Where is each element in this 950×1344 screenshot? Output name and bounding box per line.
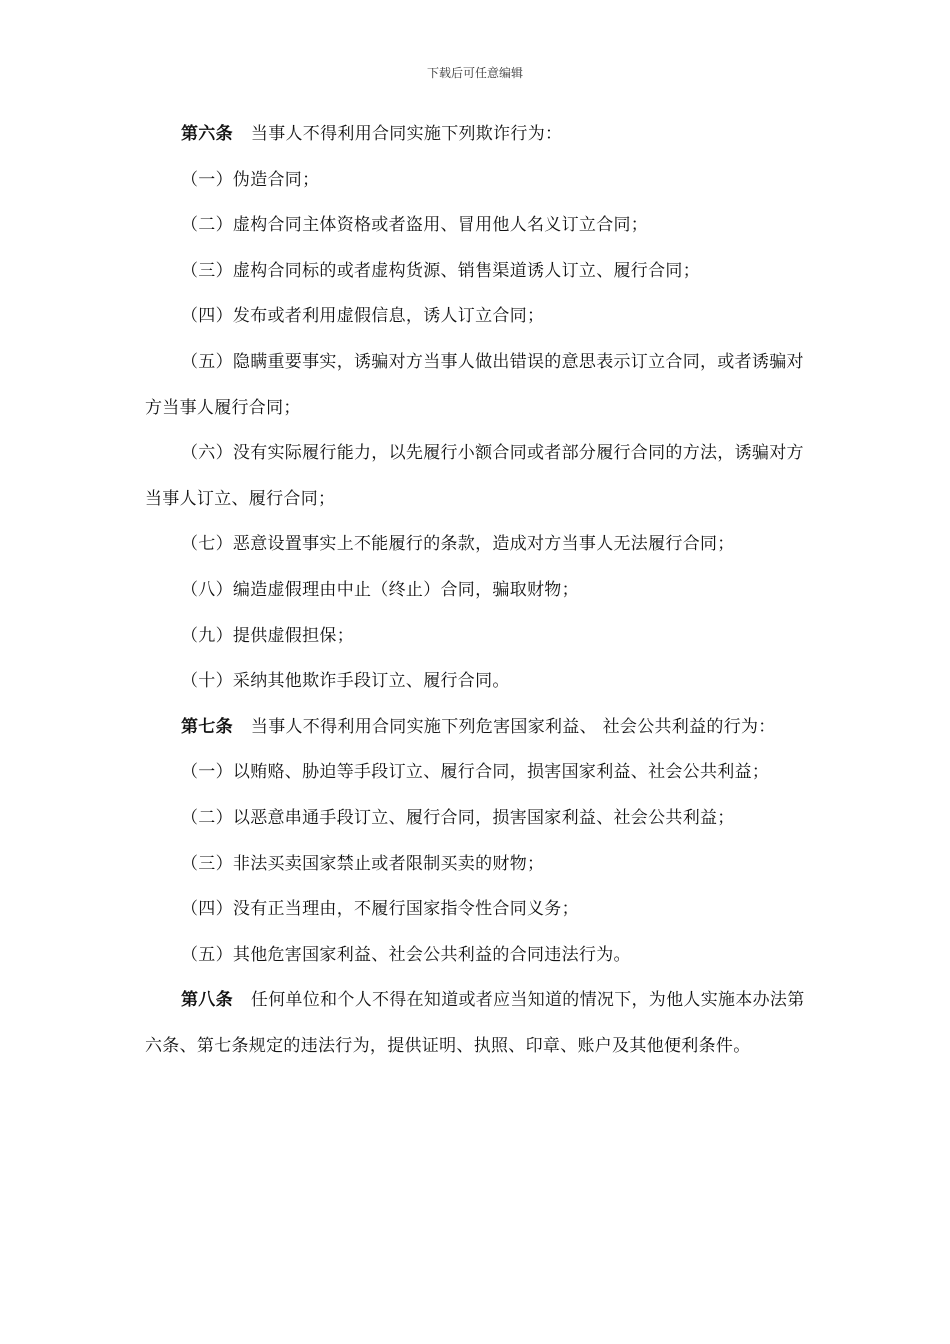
article-7-intro-text: 当事人不得利用合同实施下列危害国家利益、 社会公共利益的行为： [250,716,776,737]
article-7-intro [145,705,805,751]
article-6-intro-text: 当事人不得利用合同实施下列欺诈行为： [250,124,563,144]
article-6-item-3: （三）虚构合同标的或者虚构货源、销售渠道诱人订立、履行合同； [181,260,700,281]
article-7-item-2: （二）以恶意串通手段订立、履行合同，损害国家利益、社会公共利益； [181,807,735,828]
article-6-item-8: （八）编造虚假理由中止（终止）合同，骗取财物； [181,579,579,600]
article-8-number: 第八条 [181,990,233,1011]
article-6-item-1: （一）伪造合同； [181,169,320,190]
document-body [145,112,805,1069]
article-6-number: 第六条 [181,124,233,144]
article-6-item-9: （九）提供虚假担保； [181,625,354,646]
article-6-item-2: （二）虚构合同主体资格或者盗用、冒用他人名义订立合同； [181,215,649,236]
article-6-item-4: （四）发布或者利用虚假信息，诱人订立合同； [181,306,545,327]
article-7-number: 第七条 [181,716,233,737]
article-7-item-5: （五）其他危害国家利益、社会公共利益的合同违法行为。 [181,944,631,965]
article-7-item-4: （四）没有正当理由，不履行国家指令性合同义务； [181,899,579,920]
article-6-intro [145,112,805,158]
article-8-text: 任何单位和个人不得在知道或者应当知道的情况下，为他人实施本办法第六条、第七条规定的违法行为，提供证明、执照、印章、账户及其他便利条件。 [145,990,805,1056]
article-8 [145,978,805,1069]
article-6-item-10: （十）采纳其他欺诈手段订立、履行合同。 [181,671,510,692]
page-header-note: 下载后可任意编辑 [426,66,523,80]
article-7-item-3: （三）非法买卖国家禁止或者限制买卖的财物； [181,853,545,874]
article-6-item-6: （六）没有实际履行能力，以先履行小额合同或者部分履行合同的方法，诱骗对方当事人订立、履行合同； [145,443,804,509]
article-6-item-7: （七）恶意设置事实上不能履行的条款，造成对方当事人无法履行合同； [181,534,735,555]
article-6-item-5: （五）隐瞒重要事实，诱骗对方当事人做出错误的意思表示订立合同，或者诱骗对方当事人履行合同； [145,351,804,418]
article-7-item-1: （一）以贿赂、胁迫等手段订立、履行合同，损害国家利益、社会公共利益； [181,762,770,783]
